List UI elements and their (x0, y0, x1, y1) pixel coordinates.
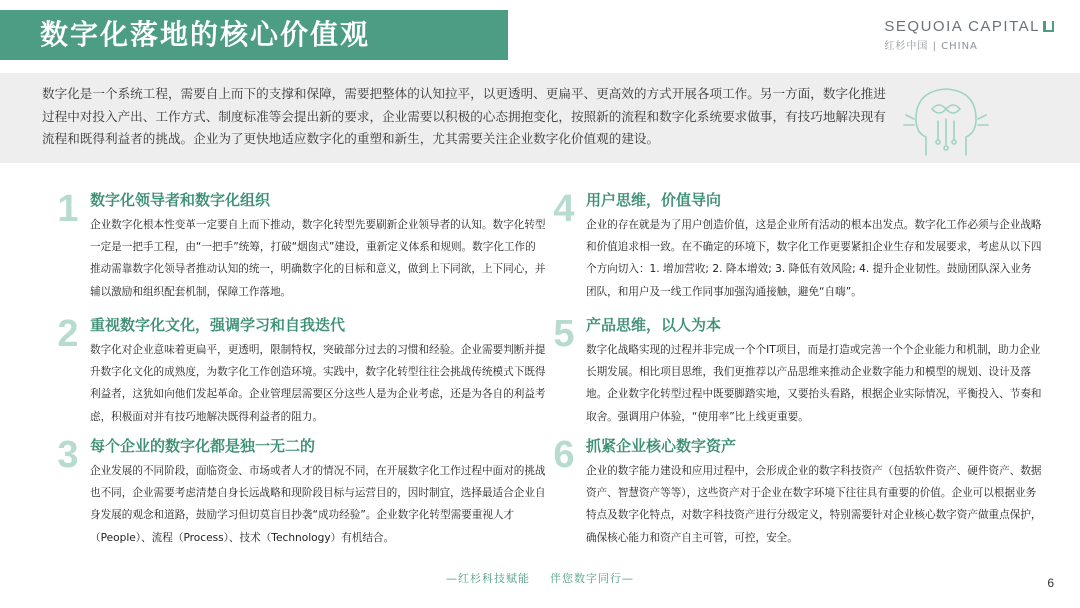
item-body: 企业数字化根本性变革一定要自上而下推动，数字化转型先要刷新企业领导者的认知。数字化转型一定是一把手工程，由“一把手”统筹，打破“烟囱式”建设，重新定义体系和规则。数字化工作的推动需靠数字化领导者推动认知的统一，明确数字化的目标和意义，做到上下同欲，上下同心，并辅以激励和组织配套机制，保障工作落地。 (90, 219, 546, 298)
intro-paragraph: 数字化是一个系统工程，需要自上而下的支撑和保障，需要把整体的认知拉平，以更透明、更扁平、更高效的方式开展各项工作。另一方面，数字化推进过程中对投入产出、工作方式、制度标准等会提出新的要求，企业需要以积极的心态拥抱变化，按照新的流程和数字化系统要求做事，有技巧地解决现有流程和既得利益者的挑战。企业为了更快地适应数字化的重塑和新生，尤其需要关注企业数字化价值观的建设。 (42, 86, 886, 146)
sequoia-mark-icon (1043, 21, 1054, 32)
item-body: 数字化战略实现的过程并非完成一个个IT项目，而是打造或完善一个个企业能力和机制，助力企业长期发展。相比项目思维，我们更推荐以产品思维来推动企业数字能力和模型的规划、设计及落地。企业数字化转型过程中既要脚踏实地，又要抬头看路，根据企业实际情况，平衡投入、节奏和取舍。强调用户体验，“使用率”比上线更重要。 (586, 344, 1042, 423)
item-title: 产品思维，以人为本 (586, 316, 722, 334)
item-number: 6 (553, 434, 575, 476)
item-body: 数字化对企业意味着更扁平，更透明，限制特权，突破部分过去的习惯和经验。企业需要判断并提升数字化文化的成熟度，为数字化工作创造环境。实践中，数字化转型往往会挑战传统模式下既得利益者，这犹如向他们发起革命。企业管理层需要区分这些人是为企业考虑，还是为各自的利益考虑，积极面对并有技巧地解决既得利益者的阻力。 (90, 344, 546, 423)
item-title: 每个企业的数字化都是独一无二的 (90, 437, 316, 455)
item-number: 1 (57, 188, 79, 230)
footer-tagline (0, 570, 1080, 586)
title-bar (0, 10, 508, 60)
page-number: 6 (1047, 576, 1054, 590)
page-title: 数字化落地的核心价值观 (40, 18, 371, 51)
intro-band (0, 73, 1080, 163)
item-number: 4 (553, 188, 575, 230)
footer-right: 伴您数字同行— (550, 572, 634, 585)
item-body: 企业的存在就是为了用户创造价值，这是企业所有活动的根本出发点。数字化工作必须与企业战略和价值追求相一致。在不确定的环境下，数字化工作更要紧扣企业生存和发展要求，考虑从以下四个方向切入：1. 增加营收; 2. 降本增效; 3. 降低有效风险; 4. 提升企业韧性。鼓励团队深入业务团队，和用户及一线工作同事加强沟通接触，避免“自嗨”。 (586, 219, 1042, 298)
brand-logo (884, 18, 1054, 52)
item-title: 抓紧企业核心数字资产 (586, 437, 737, 455)
item-title: 数字化领导者和数字化组织 (90, 191, 271, 209)
item-body: 企业的数字能力建设和应用过程中，会形成企业的数字科技资产（包括软件资产、硬件资产、数据资产、智慧资产等等），这些资产对于企业在数字环境下往往具有重要的价值。企业可以根据业务特点及数字化特点，对数字科技资产进行分级定义，特别需要针对企业核心数字资产做重点保护，确保核心能力和资产自主可管，可控，安全。 (586, 465, 1042, 544)
item-title: 用户思维，价值导向 (586, 191, 722, 209)
footer-left: —红杉科技赋能 (446, 572, 530, 585)
item-title: 重视数字化文化，强调学习和自我迭代 (90, 316, 346, 334)
item-number: 3 (57, 434, 79, 476)
item-number: 2 (57, 313, 79, 355)
brand-subtitle: 红杉中国 | CHINA (884, 41, 978, 52)
digital-head-icon (896, 75, 996, 161)
item-number: 5 (553, 313, 575, 355)
brand-name: SEQUOIA CAPITAL (884, 18, 1054, 35)
item-body: 企业发展的不同阶段，面临资金、市场或者人才的情况不同，在开展数字化工作过程中面对的挑战也不同，企业需要考虑清楚自身长远战略和现阶段目标与运营目的，因时制宜，选择最适合企业自身发展的观念和道路，鼓励学习但切莫盲目抄袭“成功经验”。企业数字化转型需要重视人才（People）、流程（Process）、技术（Technology）有机结合。 (90, 465, 546, 544)
